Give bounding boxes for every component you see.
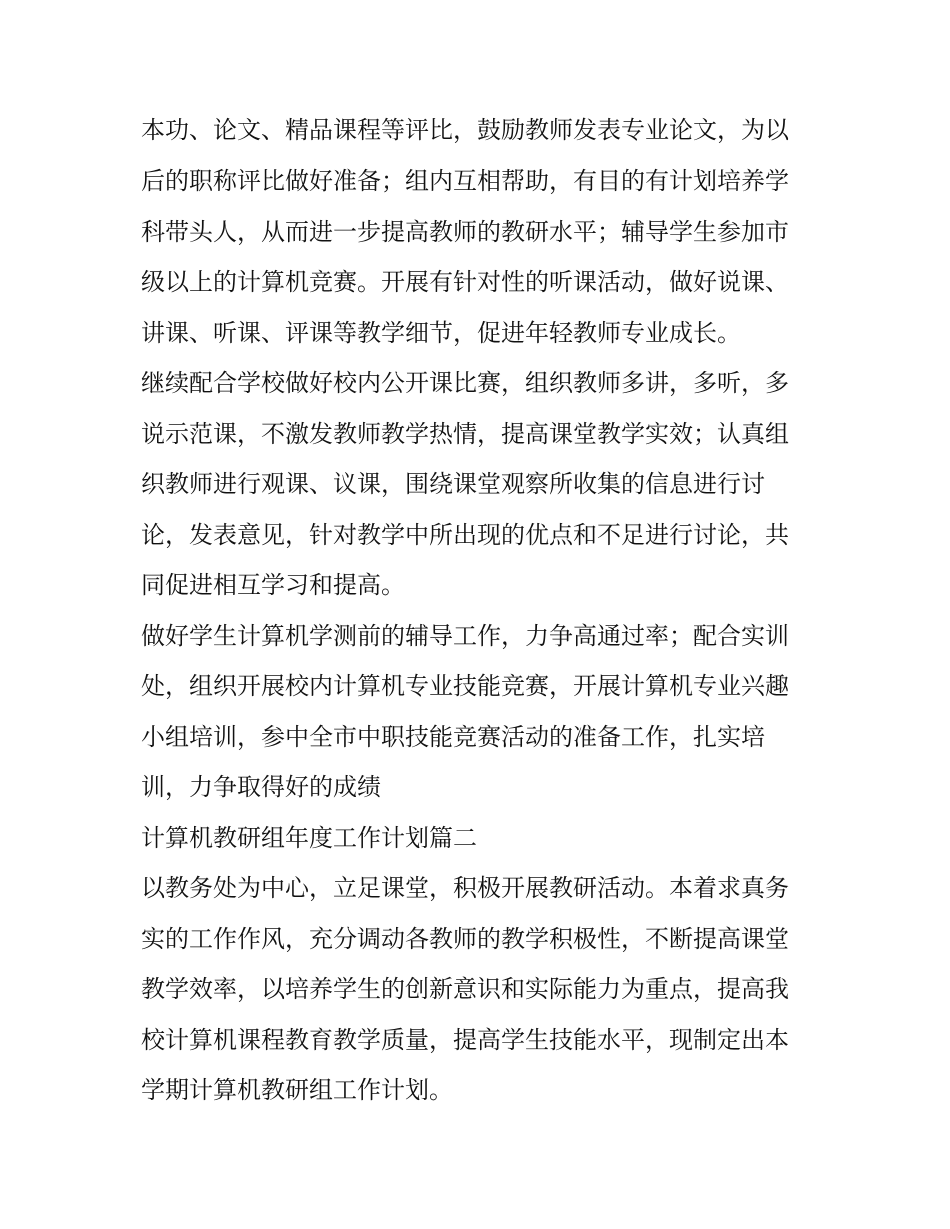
- text-line: 小组培训，参中全市中职技能竞赛活动的准备工作，扎实培: [141, 723, 765, 751]
- text-line: 后的职称评比做好准备；组内互相帮助，有目的有计划培养学: [141, 167, 789, 195]
- text-line: 以教务处为中心，立足课堂，积极开展教研活动。本着求真务: [141, 874, 789, 902]
- text-line: 论，发表意见，针对教学中所出现的优点和不足进行讨论，共: [141, 521, 789, 549]
- text-line: 说示范课，不激发教师教学热情，提高课堂教学实效；认真组: [141, 420, 789, 448]
- text-line: 讲课、听课、评课等教学细节，促进年轻教师专业成长。: [141, 319, 741, 347]
- text-line: 训，力争取得好的成绩: [141, 773, 381, 801]
- text-line: 处，组织开展校内计算机专业技能竞赛，开展计算机专业兴趣: [141, 672, 789, 700]
- text-line: 科带头人，从而进一步提高教师的教研水平；辅导学生参加市: [141, 218, 789, 246]
- text-line: 做好学生计算机学测前的辅导工作，力争高通过率；配合实训: [141, 622, 789, 650]
- text-line: 本功、论文、精品课程等评比，鼓励教师发表专业论文，为以: [141, 116, 789, 144]
- text-line: 学期计算机教研组工作计划。: [141, 1076, 453, 1104]
- text-line: 同促进相互学习和提高。: [141, 571, 405, 599]
- text-line: 级以上的计算机竞赛。开展有针对性的听课活动，做好说课、: [141, 268, 789, 296]
- section-heading: 计算机教研组年度工作计划篇二: [141, 824, 477, 852]
- text-line: 教学效率，以培养学生的创新意识和实际能力为重点，提高我: [141, 975, 789, 1003]
- text-line: 继续配合学校做好校内公开课比赛，组织教师多讲，多听，多: [141, 369, 789, 397]
- text-line: 校计算机课程教育教学质量，提高学生技能水平，现制定出本: [141, 1026, 789, 1054]
- text-line: 实的工作作风，充分调动各教师的教学积极性，不断提高课堂: [141, 925, 789, 953]
- text-line: 织教师进行观课、议课，围绕课堂观察所收集的信息进行讨: [141, 470, 765, 498]
